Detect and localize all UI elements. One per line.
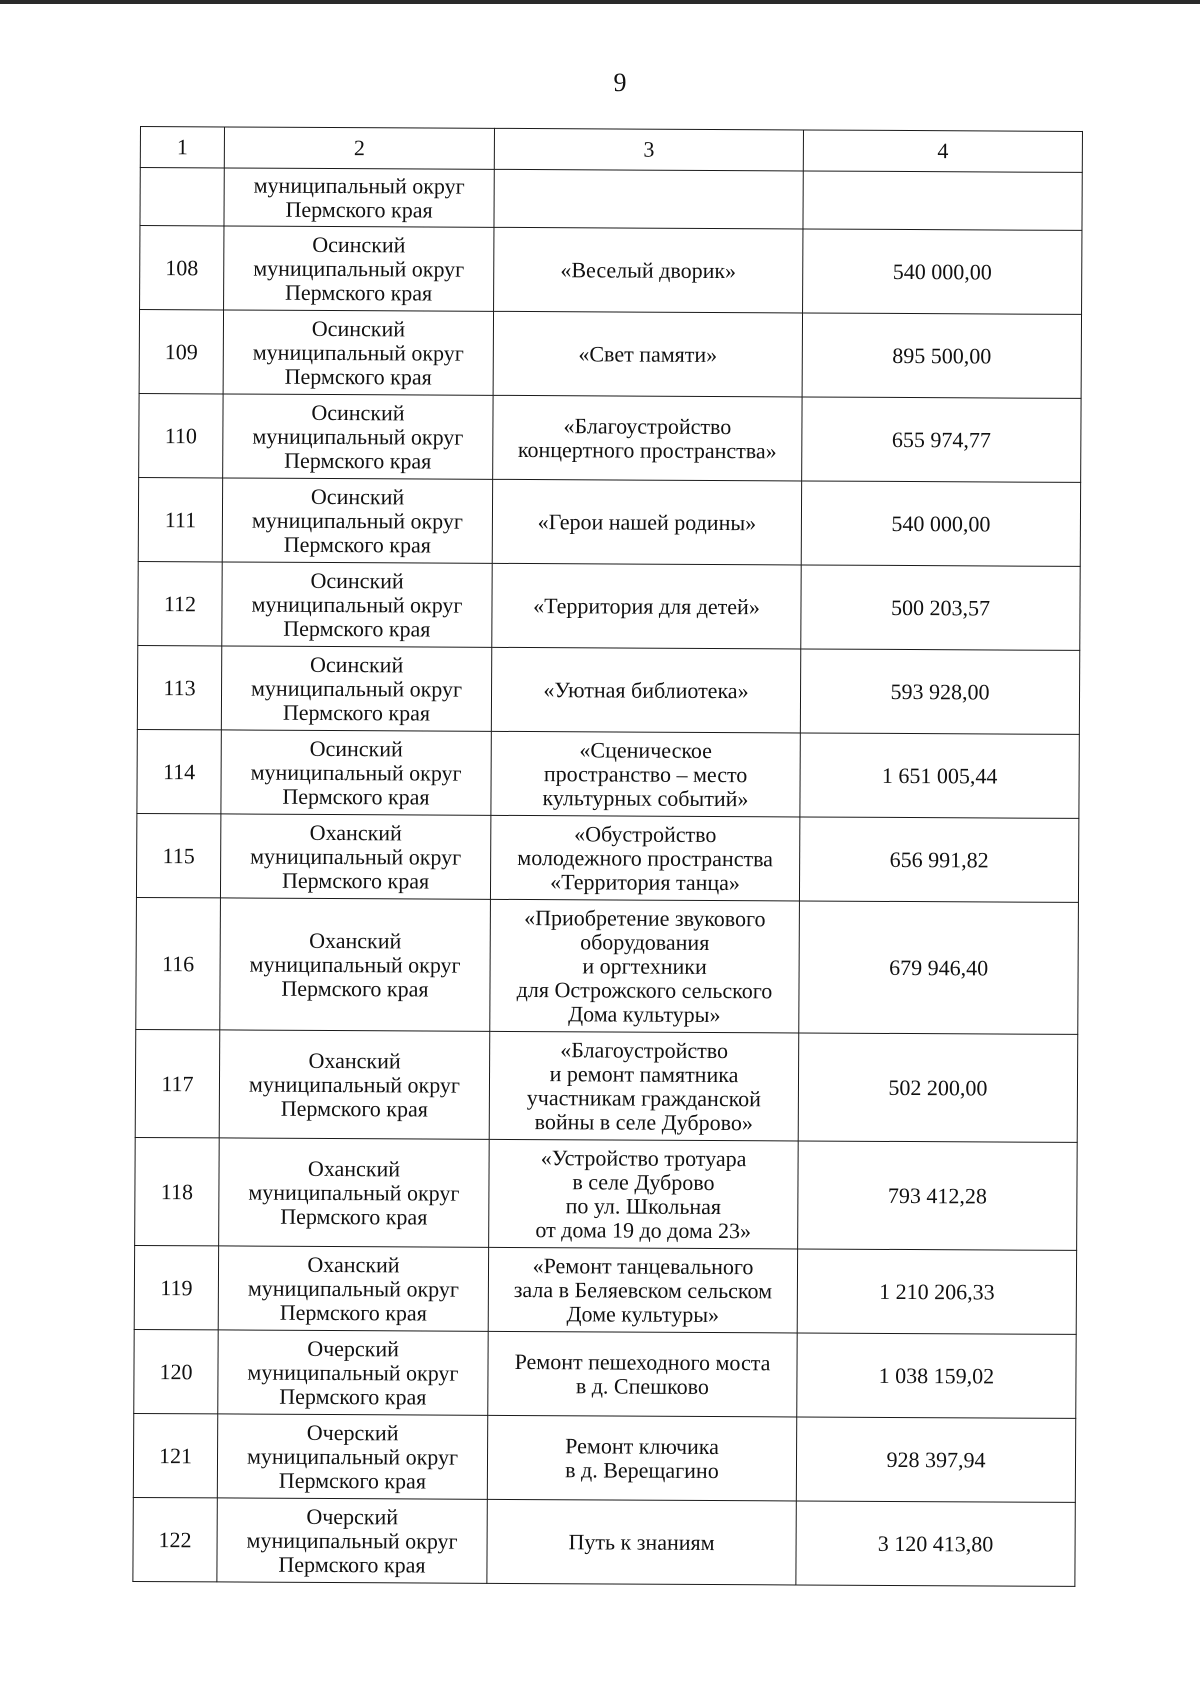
project-cell: [494, 169, 803, 229]
project-cell: «Благоустройство и ремонт памятника участникам гражданской войны в селе Дуброво»: [489, 1031, 799, 1141]
project-cell: «Территория для детей»: [492, 563, 801, 649]
district-cell: Очерский муниципальный округ Пермского края: [218, 1330, 488, 1415]
table-row: [135, 1137, 1078, 1250]
amount-cell: [803, 171, 1082, 230]
header-cell-3: 3: [494, 128, 803, 171]
table-row: [138, 561, 1080, 650]
amount-cell: 540 000,00: [801, 481, 1080, 566]
row-number: 117: [135, 1029, 220, 1137]
district-cell: Осинский муниципальный округ Пермского края: [222, 478, 492, 563]
grants-table: [132, 126, 1083, 1587]
row-number: 108: [140, 226, 224, 310]
project-cell: «Герои нашей родины»: [492, 479, 801, 565]
amount-cell: 1 210 206,33: [797, 1249, 1076, 1334]
continuation-row: [140, 168, 1082, 231]
table-row: [138, 477, 1080, 566]
amount-cell: 502 200,00: [798, 1033, 1078, 1142]
project-cell: «Сценическое пространство – место культурных событий»: [491, 731, 800, 817]
district-cell: Оханский муниципальный округ Пермского края: [218, 1246, 488, 1331]
amount-cell: 500 203,57: [801, 565, 1080, 650]
table-row: [137, 729, 1079, 818]
row-number: 118: [135, 1137, 220, 1245]
row-number: 109: [139, 310, 223, 394]
district-cell: Оханский муниципальный округ Пермского края: [220, 814, 490, 899]
table-row: [137, 645, 1079, 734]
amount-cell: 540 000,00: [803, 229, 1082, 314]
table-row: [134, 1245, 1076, 1334]
row-number: 112: [138, 561, 222, 645]
district-cell: Осинский муниципальный округ Пермского края: [223, 394, 493, 479]
row-number: 121: [133, 1413, 217, 1497]
project-cell: «Приобретение звукового оборудования и оргтехники для Острожского сельского Дома культуры»: [490, 899, 800, 1033]
project-cell: «Свет памяти»: [493, 311, 802, 397]
district-cell: Очерский муниципальный округ Пермского края: [217, 1498, 487, 1583]
district-cell: Осинский муниципальный округ Пермского края: [224, 226, 494, 311]
district-cell: муниципальный округ Пермского края: [224, 168, 494, 227]
row-number: 110: [139, 393, 223, 477]
project-cell: Ремонт ключика в д. Верещагино: [487, 1415, 796, 1501]
district-cell: Осинский муниципальный округ Пермского края: [223, 310, 493, 395]
table-row: [136, 897, 1079, 1034]
table-row: [139, 310, 1081, 399]
amount-cell: 793 412,28: [798, 1141, 1078, 1250]
district-cell: Очерский муниципальный округ Пермского края: [217, 1414, 487, 1499]
table-row: [135, 1029, 1078, 1142]
amount-cell: 895 500,00: [802, 313, 1081, 398]
row-number: 115: [136, 813, 220, 897]
row-number: 119: [134, 1245, 218, 1329]
table-row: [139, 393, 1081, 482]
district-cell: Осинский муниципальный округ Пермского края: [221, 646, 491, 731]
project-cell: «Ремонт танцевального зала в Беляевском сельском Доме культуры»: [488, 1247, 797, 1333]
district-cell: Оханский муниципальный округ Пермского края: [219, 1138, 490, 1247]
project-cell: «Обустройство молодежного пространства «Территория танца»: [490, 815, 799, 901]
amount-cell: 656 991,82: [799, 817, 1078, 902]
amount-cell: 928 397,94: [796, 1417, 1075, 1502]
scan-edge: [0, 0, 1200, 4]
row-number: 111: [138, 477, 222, 561]
header-cell-4: 4: [803, 130, 1082, 172]
row-number: 120: [134, 1329, 218, 1413]
table-row: [134, 1329, 1076, 1418]
district-cell: Оханский муниципальный округ Пермского края: [220, 898, 491, 1031]
header-row: [140, 127, 1082, 173]
project-cell: «Устройство тротуара в селе Дуброво по ул. Школьная от дома 19 до дома 23»: [489, 1139, 799, 1249]
header-cell-1: 1: [140, 127, 224, 168]
row-number: [140, 168, 224, 226]
row-number: 114: [137, 729, 221, 813]
table-row: [133, 1413, 1075, 1502]
project-cell: «Благоустройство концертного пространства»: [493, 395, 802, 481]
project-cell: «Веселый дворик»: [494, 227, 803, 313]
table-row: [140, 226, 1082, 315]
district-cell: Оханский муниципальный округ Пермского края: [219, 1030, 490, 1139]
amount-cell: 593 928,00: [800, 649, 1079, 734]
amount-cell: 3 120 413,80: [796, 1501, 1075, 1586]
project-cell: «Уютная библиотека»: [491, 647, 800, 733]
project-cell: Путь к знаниям: [487, 1499, 796, 1585]
amount-cell: 679 946,40: [799, 901, 1079, 1034]
district-cell: Осинский муниципальный округ Пермского края: [222, 562, 492, 647]
district-cell: Осинский муниципальный округ Пермского края: [221, 730, 491, 815]
page-number: 9: [613, 68, 627, 97]
amount-cell: 1 038 159,02: [797, 1333, 1076, 1418]
row-number: 113: [137, 645, 221, 729]
header-cell-2: 2: [224, 127, 494, 169]
table-row: [133, 1497, 1075, 1586]
row-number: 122: [133, 1497, 217, 1581]
amount-cell: 655 974,77: [802, 397, 1081, 482]
table-row: [136, 813, 1078, 902]
row-number: 116: [136, 897, 221, 1029]
project-cell: Ремонт пешеходного моста в д. Спешково: [488, 1331, 797, 1417]
amount-cell: 1 651 005,44: [800, 733, 1079, 818]
